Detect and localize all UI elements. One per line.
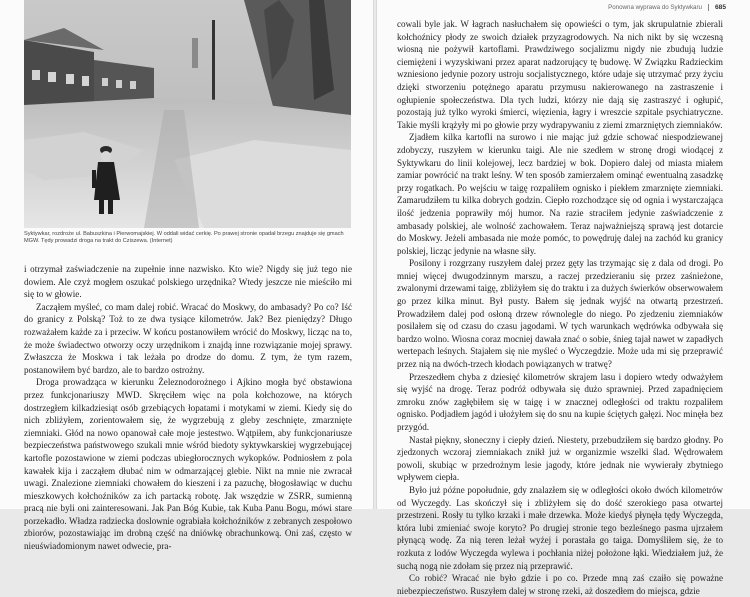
historical-street-photo (24, 0, 351, 228)
paragraph: Droga prowadząca w kierunku Żeleznodorożnego i Ajkino mogła być obstawiona przez funkcjonariuszy MWD. Skręciłem więc na pola kołchozowe, na których dostrzegłem kilkadziesiąt osób grzebiących łopatami i motykami w ziemi. Kiedy się do nich zbliżyłem, zorientowałem się, że wygrzebują z gleby zeschnięte, zmarznięte ziemniaki. Głód na nowo opanował całe moje jestestwo. Wątpiłem, aby funkcjonariusze bezpieczeństwa państwowego szukali mnie wśród biedoty syktywkarskiej wygrzebującej kartofle pozostawione w ziemi podczas ubiegłorocznych wykopków. Podniosłem z pola kawałek kija i zacząłem dłubać nim w odmarzającej glebie. Nikt na mnie nie zwracał uwagi. Znalezione ziemniaki chowałem do kieszeni i za pazuchę, błogosławiąc w duchu mieszkowych kołchoźników za ich partacką robotę. Jak wszędzie w ZSRR, sumienną pracą nie byli oni zainteresowani. Jak Pan Bóg Kubie, tak Kuba Panu Bogu, mówi stare porzekadło. Władza radziecka doslownie ograbiała kołchoźników z zebranych zespołowo zbiorów, pozostawiając im drobną część na dniówkę obrachunkową. Oni zaś, często w nieuświadomionym nawet odwecie, pra- (24, 377, 352, 552)
page-number: 685 (714, 4, 726, 11)
photo-image (24, 0, 351, 228)
running-head-title: Ponowna wyprawa do Syktywkaru (608, 4, 702, 11)
photo-caption: Syktywkar, rozdroże ul. Babuszkina i Pierwomajskiej. W oddali widać cerkię. Po prawej stronie opadał brzegu znajduje się gmach MGW. Tędy prowadzi droga na trakt do Cziszewa. (Internet) (24, 231, 344, 244)
right-page-body (397, 18, 723, 597)
paragraph: Nastał piękny, słoneczny i ciepły dzień. Niestety, przebudziłem się bardzo głodny. Po zjedzonych wczoraj ziemniakach znikł już w organizmie wszelki ślad. Wędrowałem powoli, skubiąc w przedrożnym lesie jagody, które jednak nie wywierały zbytniego wpływem ciepła. (397, 434, 723, 483)
right-page (377, 0, 750, 596)
paragraph: Zjadłem kilka kartofli na surowo i nie mając już gdzie schować niespodziewanej zdobyczy, ruszyłem w kierunku taigi. Ale nie szedłem w stronę drogi wiodącej z Syktywkaru do linii kolejowej, lecz bardziej w bok. Dopiero dalej od miasta miałem zamiar powrócić na trakt leśny. W ten sposób zamierzałem ominąć ewentualną zasadzkę przy rogatkach. Po wejściu w taigę rozpaliłem ognisko i piekłem zmarznięte ziemniaki. Zamarudziłem tu kilka dobrych godzin. Ciepło rozchodzące się od ognia i wystarczająca ilość jedzenia poprawiły mój humor. Na razie straciłem jedynie zaświadczenie z ambasady polskiej, ale wolność zachowałem. Teraz najważniejszą sprawą jest dotarcie do Moskwy. Jeżeli ambasada nie może pomóc, to powędruję dalej na zachód ku granicy polskiej, licząc jedynie na własne siły. (397, 132, 723, 256)
running-head (608, 4, 726, 11)
paragraph: Przeszedłem chyba z dziesięć kilometrów skrajem lasu i dopiero wtedy odważyłem się wyjść na drogę. Teraz podróż odbywała się dużo sprawniej. Przed zapadnięciem zmroku znów zagłębiłem się w taigę i w znacznej odległości od traktu rozpaliłem ognisko. Podjadłem jagód i ułożyłem się do snu na kupie ściętych gałęzi. Noc minęła bez przygód. (397, 371, 723, 432)
left-page (0, 0, 373, 552)
running-head-divider (708, 4, 709, 11)
paragraph: Posilony i rozgrzany ruszyłem dalej przez gęty las trzymając się z dala od drogi. Po mniej więcej dwugodzinnym marszu, a raczej przedzieraniu się przez zaśnieżone, zwalonymi drzewami taigę, zbliżyłem się do traktu i za dużych świerków obserwowałem go przez kilka minut. Był pusty. Bałem się jednak wyjść na otwartą przestrzeń. Prowadziłem dalej pod osłoną drzew równolegle do niego. Po zjedzeniu ziemniaków posilałem się od czasu do czasu jagodami. W tych warunkach wędrówka odbywała się bardzo wolno. Wiosna coraz mocniej dawała znać o sobie, śnieg tajał nawet w zapadłych wertepach leśnych. Stajałem się nie myśleć o Wyczegdzie. Może uda mi się przeprawić przez nią na dwóch-trzech kłodach powiązanych w tratwę? (397, 258, 723, 370)
paragraph: Było już późne popołudnie, gdy znalazłem się w odległości około dwóch kilometrów od Wyczegdy. Las skończył się i zbliżyłem się do dość szerokiego pasa otwartej przestrzeni. Rosły tu tylko krzaki i małe drzewka. Może kiedyś płynęła tędy Wyczegda, która lubi zmieniać swoje koryto? Po drugiej stronie tego bezleśnego pasma ujrzałem płynącą wodę. Za nią teren leżał wyżej i porastała go taiga. Domyśliłem się, że to rozkuta z lodów Wyczegda wylewa i pochłania niżej położone łąki. Wiedziałem już, że suchą nogą nie zdołam się przez nią przeprawić. (397, 484, 723, 571)
paragraph: i otrzymał zaświadczenie na zupełnie inne nazwisko. Kto wie? Nigdy się już tego nie dowiem. Ale czyż mogłem oszukać polskiego urzędnika? Wtedy jeszcze nie mieściło mi się to w głowie. (24, 264, 352, 300)
paragraph: cowali byle jak. W łagrach nasłuchałem się opowieści o tym, jak skrupulatnie zbierali kołchoźnicy płody ze swoich działek przyzagrodowych. Na nich nikt by się wczesną wiosną nie pożywił kartoflami. Prawdziwego socjalizmu nigdy nie zbudują ludzie ciemiężeni i wyzyskiwani przez aparat nadzorujący tę budowę. W Związku Radzieckim wzniesiono jedynie pozory ustroju socjalistycznego, które udaje się utrzymać przy życiu dzięki stworzeniu potężnego aparatu przymusu nakierowanego na zastraszenie i ogłupienie społeczeństwa. Dla tych ludzi, którzy nie dają się zastraszyć i ogłupić, pozostają już tylko wyroki śmierci, więzienia, łagry i wreszcie szpitale psychiatryczne. Takie myśli krążyły mi po głowie przy wydrapywaniu z ziemi zmarzniętych ziemniaków. (397, 19, 723, 130)
paragraph: Zacząłem myśleć, co mam dalej robić. Wracać do Moskwy, do ambasady? Po co? Iść do granicy z Polską? Toż to ze dwa tysiące kilometrów. Jak? Bez pieniędzy? Długo rozważałem każde za i przeciw. W końcu postanowiłem wrócić do Moskwy, licząc na to, że może świadectwo otworzy oczy urzędnikom i znajdą inne rozwiązanie mojej sprawy. Zwłaszcza że Moskwa i tak leżała po drodze do domu. Z tym, że tym razem, postanowiłem być bardzo, ale to bardzo ostrożny. (24, 301, 352, 375)
paragraph: Co robić? Wracać nie było gdzie i po co. Przede mną zaś czaiło się poważne niebezpieczeństwo. Ruszyłem dalej w stronę rzeki, aż doszedłem do miejsca, gdzie (397, 573, 723, 596)
left-page-body (24, 263, 352, 553)
